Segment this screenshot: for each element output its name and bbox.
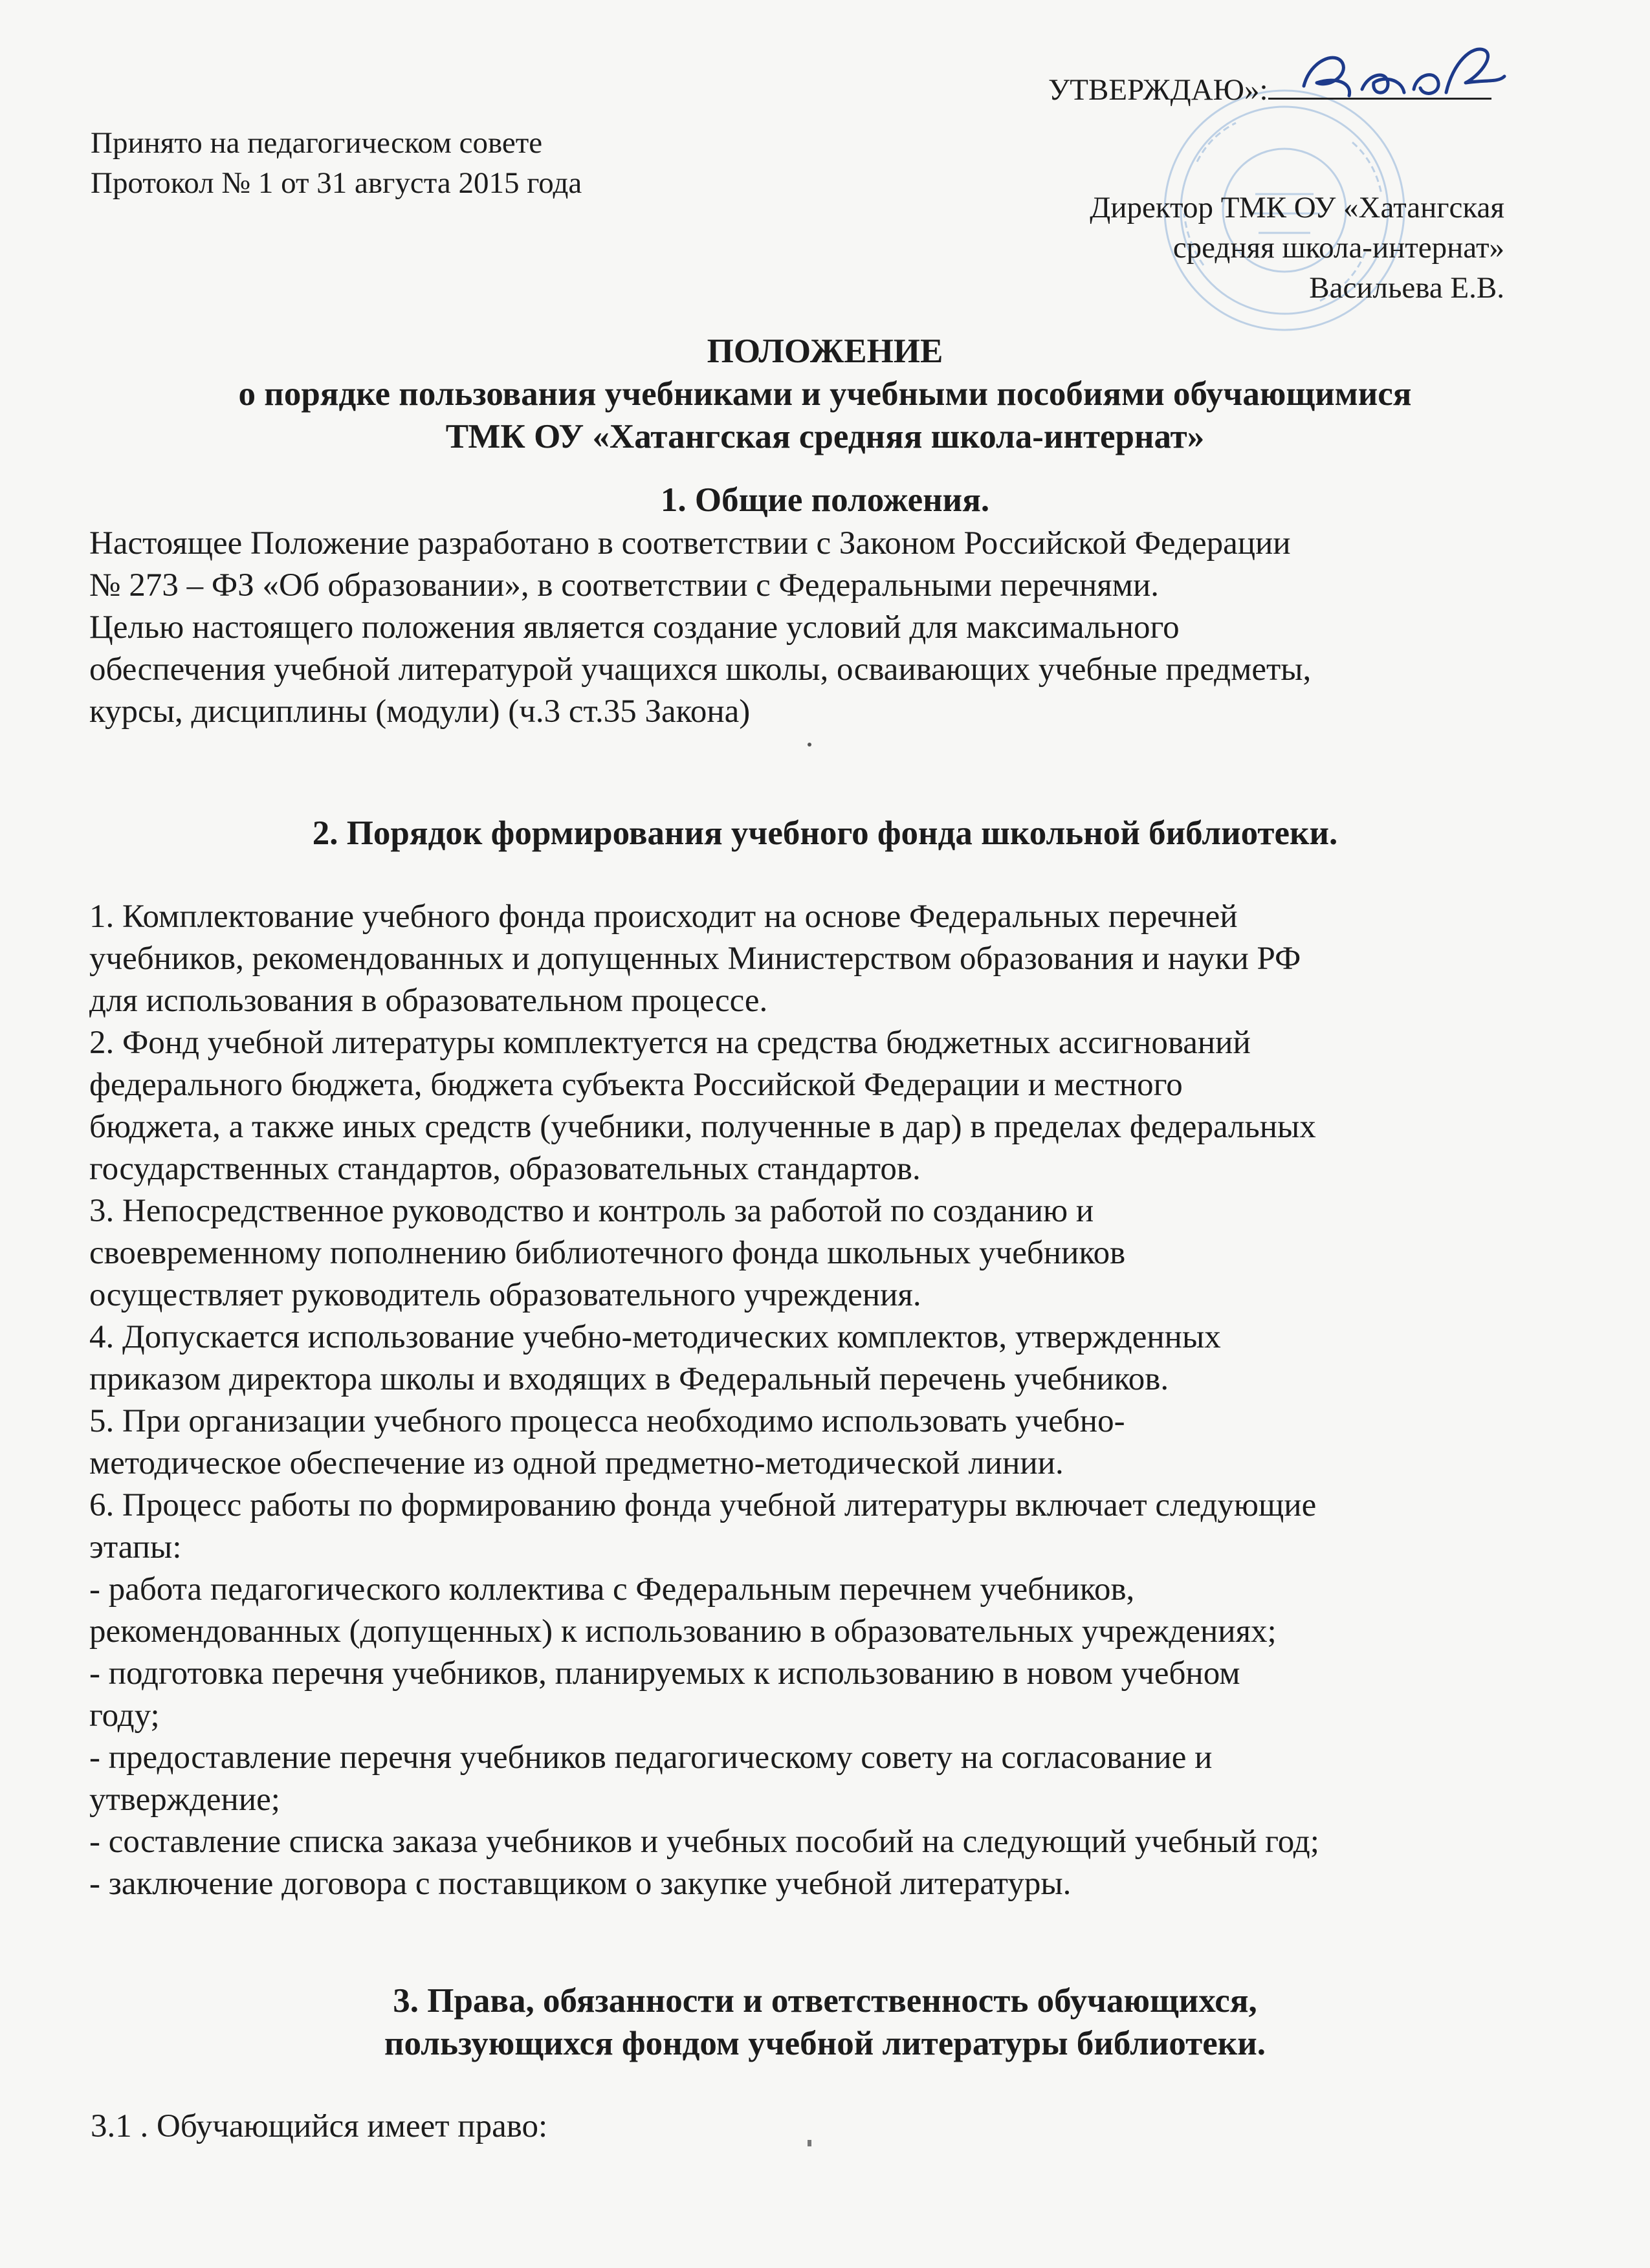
text-line: для использования в образовательном процессе. (89, 983, 768, 1019)
text-line: рекомендованных (допущенных) к использованию в образовательных учреждениях; (89, 1613, 1277, 1650)
text-line: методическое обеспечение из одной предметно-методической линии. (89, 1445, 1064, 1481)
section-2-body (89, 896, 1610, 1905)
text-line: 5. При организации учебного процесса необходимо использовать учебно- (89, 1403, 1125, 1439)
school-name-line: средняя школа-интернат» (1172, 231, 1504, 265)
text-line: курсы, дисциплины (модули) (ч.3 ст.35 Закона) (89, 693, 751, 730)
text-line: утверждение; (89, 1782, 280, 1818)
section-1-heading: 1. Общие положения. (660, 481, 990, 519)
scan-speck (808, 743, 811, 747)
approve-label: УТВЕРЖДАЮ»: (1048, 73, 1268, 107)
text-line: № 273 – ФЗ «Об образовании», в соответствии с Федеральными перечнями. (89, 567, 1160, 604)
text-line: - работа педагогического коллектива с Федеральным перечнем учебников, (89, 1571, 1135, 1608)
protocol-line: Протокол № 1 от 31 августа 2015 года (91, 166, 582, 200)
text-line: 6. Процесс работы по формированию фонда учебной литературы включает следующие (89, 1487, 1317, 1523)
text-line: - подготовка перечня учебников, планируемых к использованию в новом учебном (89, 1655, 1240, 1692)
scan-speck (808, 2140, 811, 2146)
text-line: осуществляет руководитель образовательного учреждения. (89, 1277, 921, 1313)
handwritten-signature (1291, 38, 1511, 115)
text-line: 4. Допускается использование учебно-методических комплектов, утвержденных (89, 1319, 1221, 1355)
text-line: Целью настоящего положения является создание условий для максимального (89, 609, 1180, 646)
text-line: 3. Непосредственное руководство и контроль за работой по созданию и (89, 1193, 1094, 1229)
text-line: государственных стандартов, образовательных стандартов. (89, 1151, 921, 1187)
director-block (1090, 188, 1504, 308)
text-line: этапы: (89, 1529, 182, 1565)
section-3-heading-line: пользующихся фондом учебной литературы библиотеки. (384, 2025, 1266, 2062)
section-3-heading (0, 1979, 1650, 2065)
text-line: бюджета, а также иных средств (учебники, полученные в дар) в пределах федеральных (89, 1109, 1316, 1145)
text-line: - составление списка заказа учебников и учебных пособий на следующий учебный год; (89, 1824, 1319, 1860)
text-line: федерального бюджета, бюджета субъекта Российской Федерации и местного (89, 1067, 1183, 1103)
text-line: 2. Фонд учебной литературы комплектуется на средства бюджетных ассигнований (89, 1025, 1251, 1061)
text-line: учебников, рекомендованных и допущенных Министерством образования и науки РФ (89, 941, 1301, 977)
text-line: - предоставление перечня учебников педагогическому совету на согласование и (89, 1739, 1213, 1776)
text-line: - заключение договора с поставщиком о закупке учебной литературы. (89, 1866, 1072, 1902)
section-1-body (89, 523, 1578, 733)
section-3-heading-line: 3. Права, обязанности и ответственность обучающихся, (393, 1982, 1257, 2020)
text-line: 1. Комплектование учебного фонда происходит на основе Федеральных перечней (89, 899, 1238, 935)
acceptance-line: Принято на педагогическом совете (91, 126, 543, 160)
director-name: Васильева Е.В. (1309, 271, 1504, 305)
section-2-heading: 2. Порядок формирования учебного фонда школьной библиотеки. (312, 814, 1338, 852)
title-school: ТМК ОУ «Хатангская средняя школа-интернат» (445, 418, 1205, 455)
text-line: своевременному пополнению библиотечного фонда школьных учебников (89, 1235, 1126, 1271)
title-subject: о порядке пользования учебниками и учебными пособиями обучающимися (238, 375, 1412, 413)
director-title-line: Директор ТМК ОУ «Хатангская (1090, 191, 1504, 224)
text-line: Настоящее Положение разработано в соответствии с Законом Российской Федерации (89, 525, 1291, 562)
text-line: году; (89, 1697, 160, 1734)
text-line: приказом директора школы и входящих в Федеральный перечень учебников. (89, 1361, 1169, 1397)
council-acceptance (91, 123, 582, 203)
section-3-1-clause: 3.1 . Обучающийся имеет право: (91, 2108, 548, 2144)
title-word: ПОЛОЖЕНИЕ (707, 333, 943, 370)
text-line: обеспечения учебной литературой учащихся школы, осваивающих учебные предметы, (89, 651, 1312, 688)
document-title (0, 330, 1650, 458)
